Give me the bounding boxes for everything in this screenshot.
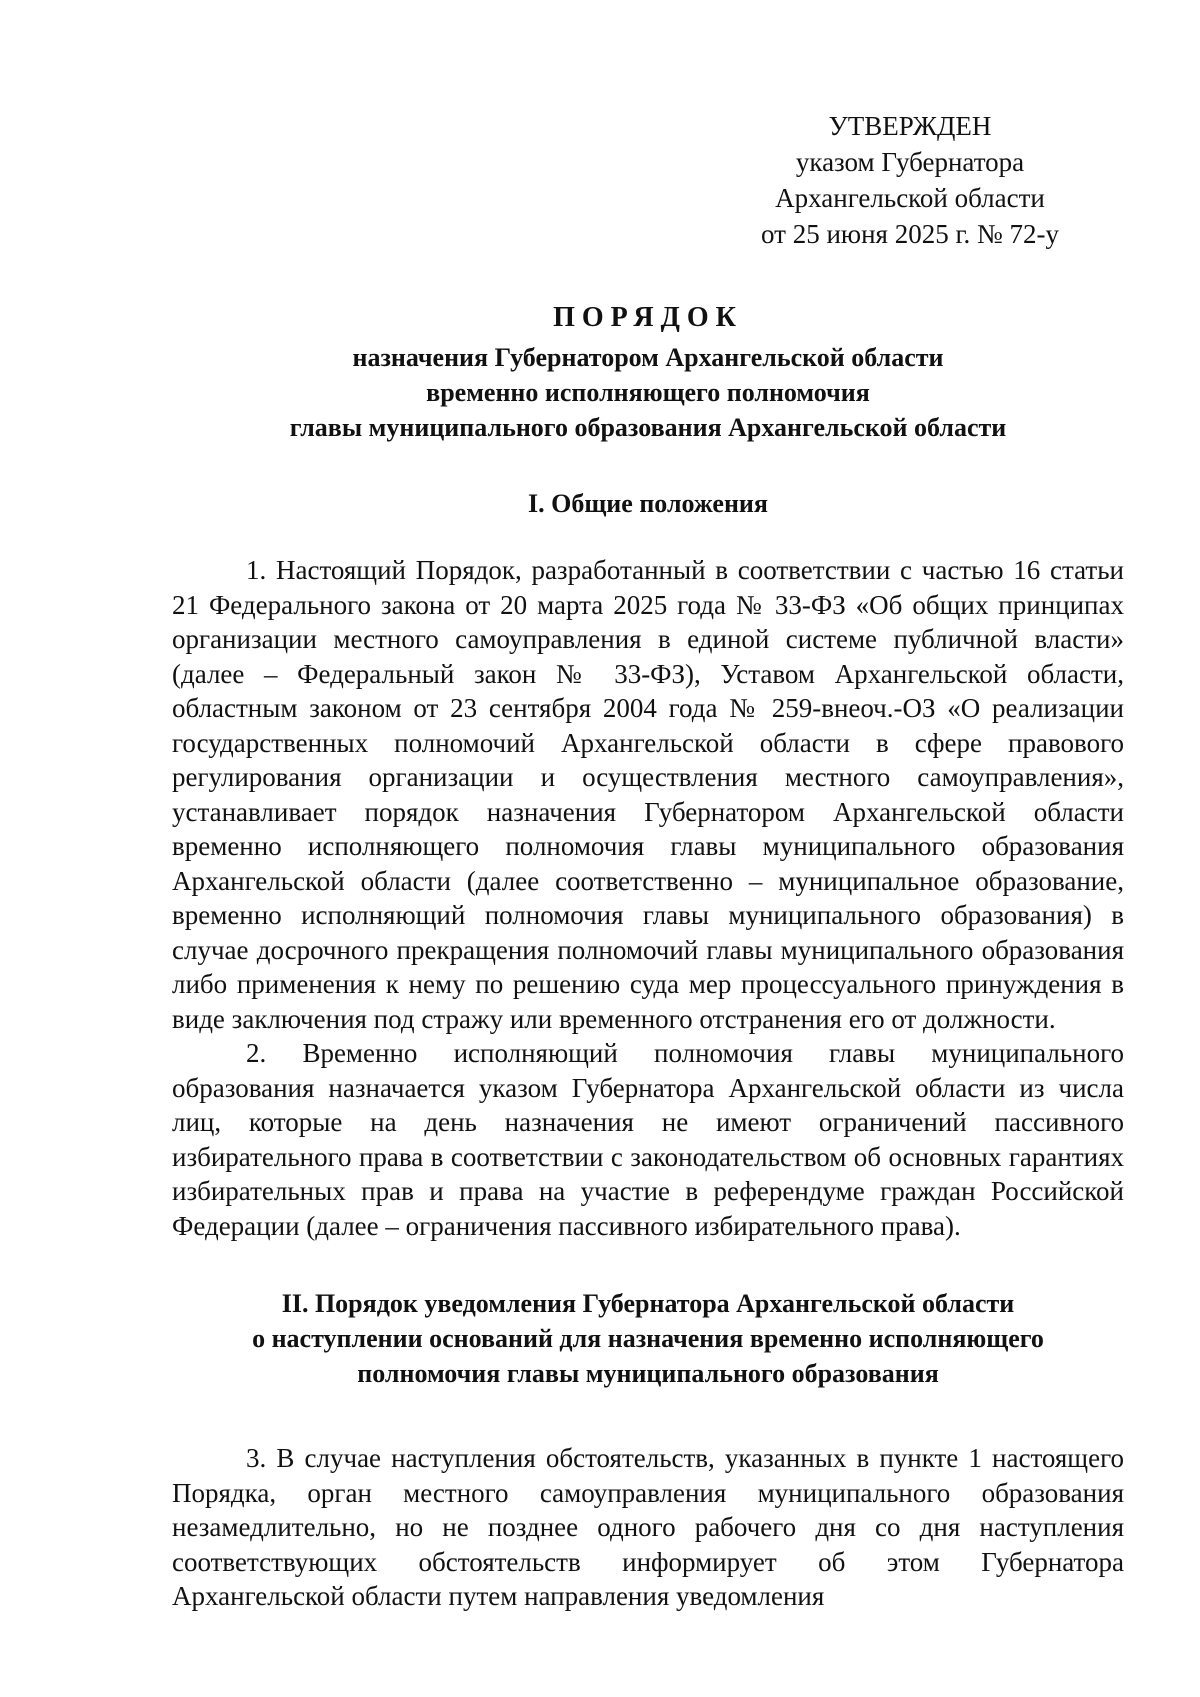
paragraph-2: 2. Временно исполняющий полномочия главы муниципального образования назначается указом Губернатора Архангельской области из числа лиц, которые на день назначения не имеют ограничений пассивного избирательного права в соответствии с законодательством об основных гарантиях избирательных прав и права на участие в референдуме граждан Российской Федерации (далее – ограничения пассивного избирательного права). [172,1038,1124,1241]
document-title [172,300,1124,445]
approval-line-2: указом Губернатора [795,147,1025,177]
section-2-heading-line: II. Порядок уведомления Губернатора Архангельской области [281,1289,1015,1318]
title-subtitle [172,340,1124,445]
section-2-heading-line: полномочия главы муниципального образования [357,1359,939,1388]
paragraph-1: 1. Настоящий Порядок, разработанный в соответствии с частью 16 статьи 21 Федерального закона от 20 марта 2025 года № 33-ФЗ «Об общих принципах организации местного самоуправления в единой системе публичной власти» (далее – Федеральный закон № 33-ФЗ), Уставом Архангельской области, областным законом от 23 сентября 2004 года № 259-внеоч.-ОЗ «О реализации государственных полномочий Архангельской области в сфере правового регулирования организации и осуществления местного самоуправления», устанавливает порядок назначения Губернатором Архангельской области временно исполняющего полномочия главы муниципального образования Архангельской области (далее соответственно – муниципальное образование, временно исполняющий полномочия главы муниципального образования) в случае досрочного прекращения полномочий главы муниципального образования либо применения к нему по решению суда мер процессуального принуждения в виде заключения под стражу или временного отстранения его от должности. [172,555,1124,1034]
title-subtitle-line: назначения Губернатором Архангельской области [352,343,944,372]
section-2-body [172,1441,1124,1614]
section-1-heading-text: I. Общие положения [528,489,768,518]
paragraph-3: 3. В случае наступления обстоятельств, указанных в пункте 1 настоящего Порядка, орган местного самоуправления муниципального образования незамедлительно, но не позднее одного рабочего дня со дня наступления соответствующих обстоятельств информирует об этом Губернатора Архангельской области путем направления уведомления [172,1443,1124,1611]
approval-line-4: от 25 июня 2025 г. № 72-у [761,219,1059,249]
title-main: ПОРЯДОК [553,302,743,333]
approval-line-1: УТВЕРЖДЕН [828,111,992,141]
section-1-body [172,553,1124,1243]
approval-stamp [700,108,1120,252]
approval-line-3: Архангельской области [775,183,1045,213]
title-subtitle-line: главы муниципального образования Архангельской области [289,413,1007,442]
section-2-heading [172,1286,1124,1391]
section-2-heading-line: о наступлении оснований для назначения временно исполняющего [252,1324,1044,1353]
title-subtitle-line: временно исполняющего полномочия [426,378,870,407]
section-1-heading [172,486,1124,521]
